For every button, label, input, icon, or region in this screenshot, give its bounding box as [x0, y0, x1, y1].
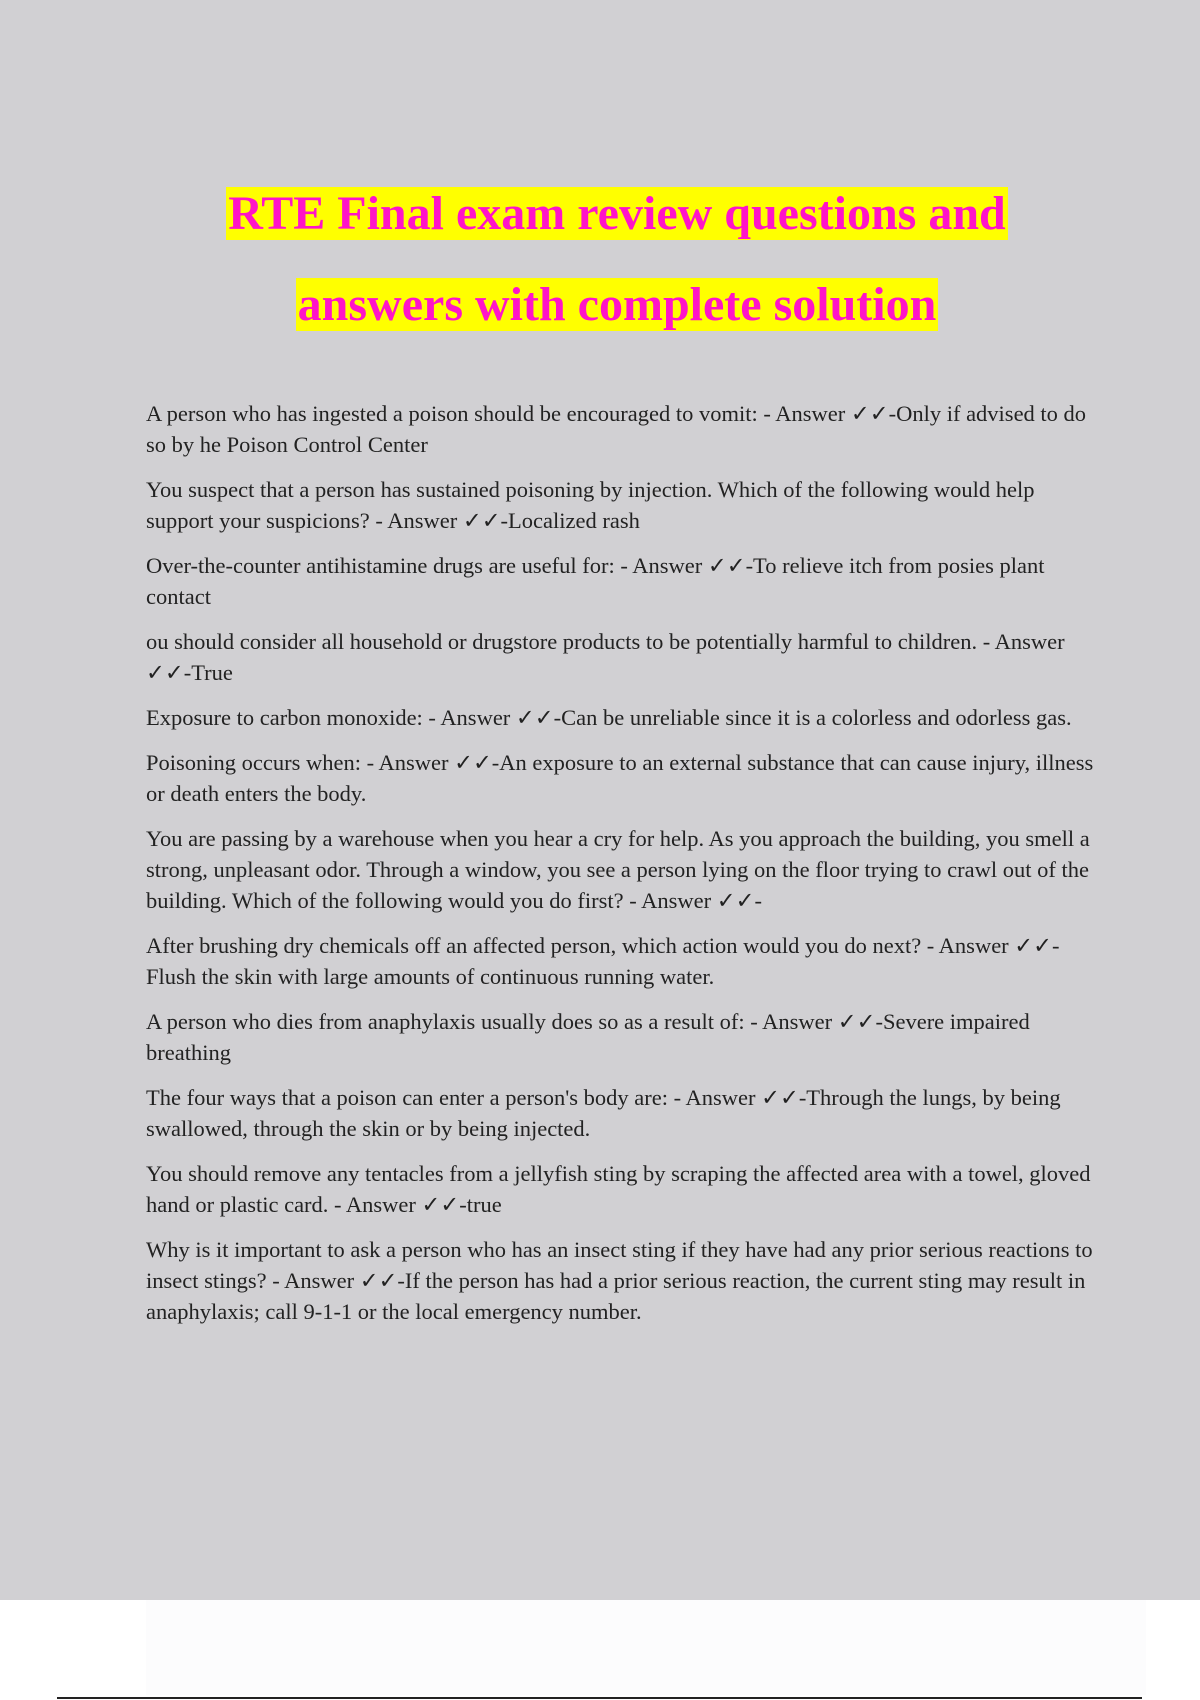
- next-page-preview: [146, 1600, 1146, 1695]
- document-title: [0, 168, 1200, 350]
- qa-item: You suspect that a person has sustained poisoning by injection. Which of the following would help support your suspicions? - Answer ✓✓-Localized rash: [146, 477, 1035, 533]
- title-line-2-text: answers with complete solution: [297, 278, 937, 331]
- title-line-2: [0, 259, 1200, 350]
- qa-item: After brushing dry chemicals off an affected person, which action would you do next? - Answer ✓✓-Flush the skin with large amounts of continuous running water.: [146, 933, 1060, 989]
- qa-item: Poisoning occurs when: - Answer ✓✓-An exposure to an external substance that can cause injury, illness or death enters the body.: [146, 750, 1094, 806]
- title-line-1-text: RTE Final exam review questions and: [228, 187, 1006, 240]
- qa-item: You are passing by a warehouse when you hear a cry for help. As you approach the building, you smell a strong, unpleasant odor. Through a window, you see a person lying on the floor trying to crawl out of the building. Which of the following would you do first? - Answer ✓✓-: [146, 826, 1090, 913]
- qa-item: Why is it important to ask a person who has an insect sting if they have had any prior serious reactions to insect stings? - Answer ✓✓-If the person has had a prior serious reaction, the current sting may result in anaphylaxis; call 9-1-1 or the local emergency number.: [146, 1237, 1093, 1324]
- footer-divider: [57, 1697, 1142, 1699]
- qa-item: The four ways that a poison can enter a person's body are: - Answer ✓✓-Through the lungs, by being swallowed, through the skin or by being injected.: [146, 1085, 1061, 1141]
- qa-item: ou should consider all household or drugstore products to be potentially harmful to children. - Answer ✓✓-True: [146, 629, 1065, 685]
- qa-list: [146, 398, 1096, 1341]
- qa-item: Over-the-counter antihistamine drugs are useful for: - Answer ✓✓-To relieve itch from posies plant contact: [146, 553, 1045, 609]
- qa-item: A person who dies from anaphylaxis usually does so as a result of: - Answer ✓✓-Severe impaired breathing: [146, 1009, 1030, 1065]
- qa-item: Exposure to carbon monoxide: - Answer ✓✓-Can be unreliable since it is a colorless and odorless gas.: [146, 705, 1072, 730]
- qa-item: A person who has ingested a poison should be encouraged to vomit: - Answer ✓✓-Only if advised to do so by he Poison Control Center: [146, 401, 1087, 457]
- title-line-1: [0, 168, 1200, 259]
- qa-item: You should remove any tentacles from a jellyfish sting by scraping the affected area with a towel, gloved hand or plastic card. - Answer ✓✓-true: [146, 1161, 1091, 1217]
